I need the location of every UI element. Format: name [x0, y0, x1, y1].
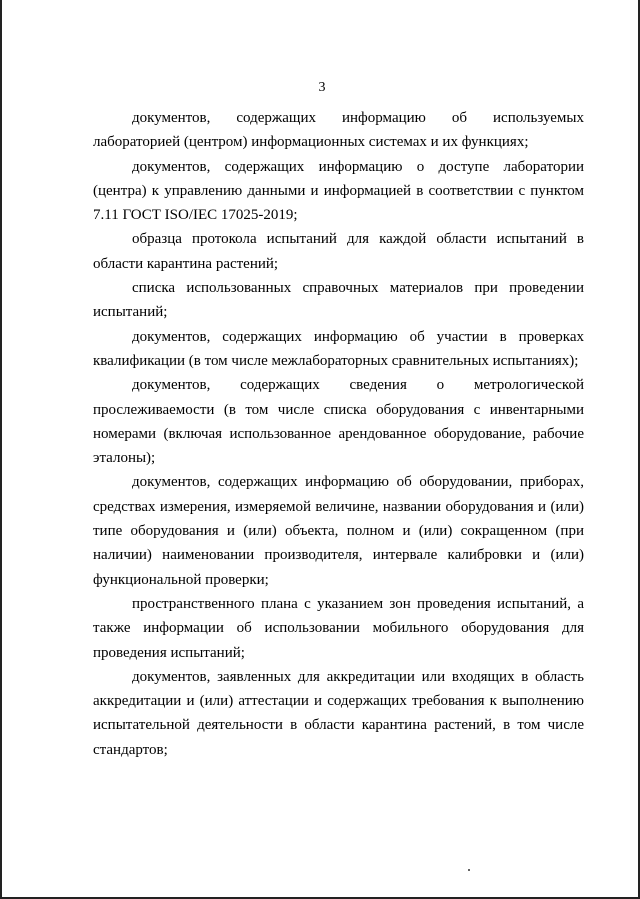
- paragraph: образца протокола испытаний для каждой области испытаний в области карантина растений;: [93, 231, 584, 272]
- paragraph: документов, содержащих информацию об используемых лабораторией (центром) информационных системах и их функциях;: [93, 110, 584, 151]
- paragraph: списка использованных справочных материалов при проведении испытаний;: [93, 280, 584, 321]
- paragraph: документов, содержащих информацию об оборудовании, приборах, средствах измерения, измеряемой величине, названии оборудования и (или) типе оборудования и (или) объекта, полном и (или) сокращенном (при наличии) наименовании производителя, интервале калибровки и (или) функциональной проверки;: [93, 474, 584, 588]
- paragraph: документов, содержащих информацию о доступе лаборатории (центра) к управлению данными и информацией в соответствии с пунктом 7.11 ГОСТ ISO/IEC 17025-2019;: [93, 158, 584, 224]
- scan-speck: [468, 869, 470, 871]
- page-number: 3: [318, 80, 326, 95]
- document-body: [93, 106, 584, 762]
- paragraph: пространственного плана с указанием зон проведения испытаний, а также информации об использовании мобильного оборудования для проведения испытаний;: [93, 595, 584, 661]
- paragraph: документов, содержащих информацию об участии в проверках квалификации (в том числе межлабораторных сравнительных испытаниях);: [93, 328, 584, 369]
- paragraph: документов, содержащих сведения о метрологической прослеживаемости (в том числе списка оборудования с инвентарными номерами (включая использованное арендованное оборудование, рабочие эталоны);: [93, 377, 584, 467]
- paragraph: документов, заявленных для аккредитации или входящих в область аккредитации и (или) аттестации и содержащих требования к выполнению испытательной деятельности в области карантина растений, в том числе стандартов;: [93, 668, 584, 758]
